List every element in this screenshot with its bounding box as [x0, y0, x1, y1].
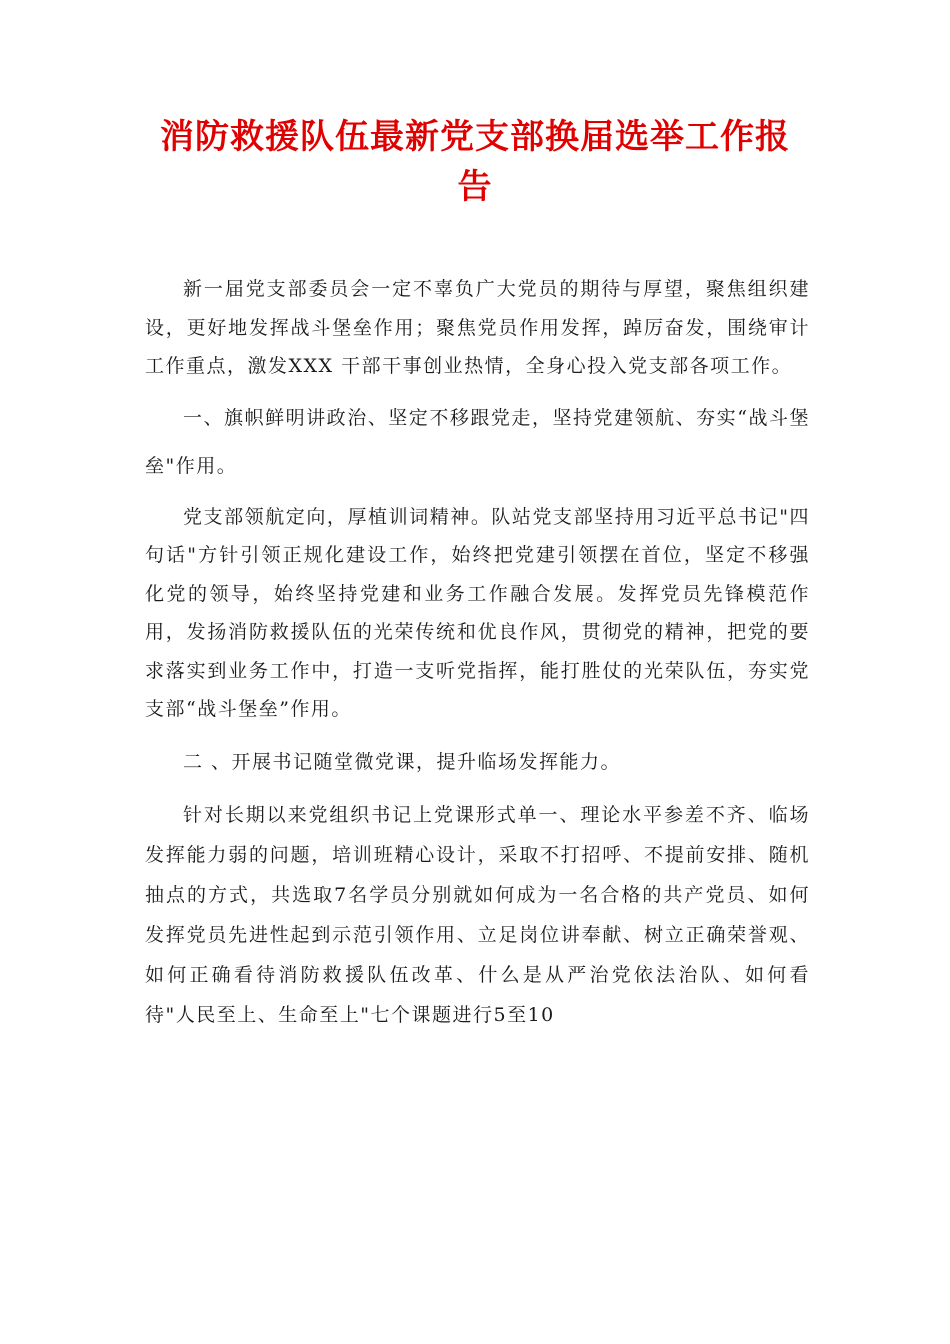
paragraph-section-1: 党支部领航定向，厚植训词精神。队站党支部坚持用习近平总书记"四句话"方针引领正规化建设工作，始终把党建引领摆在首位，坚定不移强化党的领导，始终坚持党建和业务工作融合发展。发挥党员先锋模范作用，发扬消防救援队伍的光荣传统和优良作风，贯彻党的精神，把党的要求落实到业务工作中，打造一支听党指挥，能打胜仗的光荣队伍，夯实党支部“战斗堡垒”作用。	[145, 505, 810, 720]
section-heading-1: 一、旗帜鲜明讲政治、坚定不移跟党走，坚持党建领航、夯实“战斗堡垒"作用。	[145, 406, 810, 477]
document-body	[145, 270, 810, 1035]
paragraph-section-2: 针对长期以来党组织书记上党课形式单一、理论水平参差不齐、临场发挥能力弱的问题，培训班精心设计，采取不打招呼、不提前安排、随机抽点的方式，共选取7名学员分别就如何成为一名合格的共产党员、如何发挥党员先进性起到示范引领作用、立足岗位讲奉献、树立正确荣誉观、如何正确看待消防救援队伍改革、什么是从严治党依法治队、如何看待"人民至上、生命至上"七个课题进行5至10	[145, 804, 810, 1026]
section-heading-2: 二 、开展书记随堂微党课，提升临场发挥能力。	[183, 750, 622, 773]
document-title: 消防救援队伍最新党支部换届选举工作报告	[160, 117, 790, 207]
paragraph-intro: 新一届党支部委员会一定不辜负广大党员的期待与厚望，聚焦组织建设，更好地发挥战斗堡垒作用；聚焦党员作用发挥，踔厉奋发，围绕审计工作重点，激发XXX 干部干事创业热情，全身心投入党支部各项工作。	[145, 278, 810, 377]
